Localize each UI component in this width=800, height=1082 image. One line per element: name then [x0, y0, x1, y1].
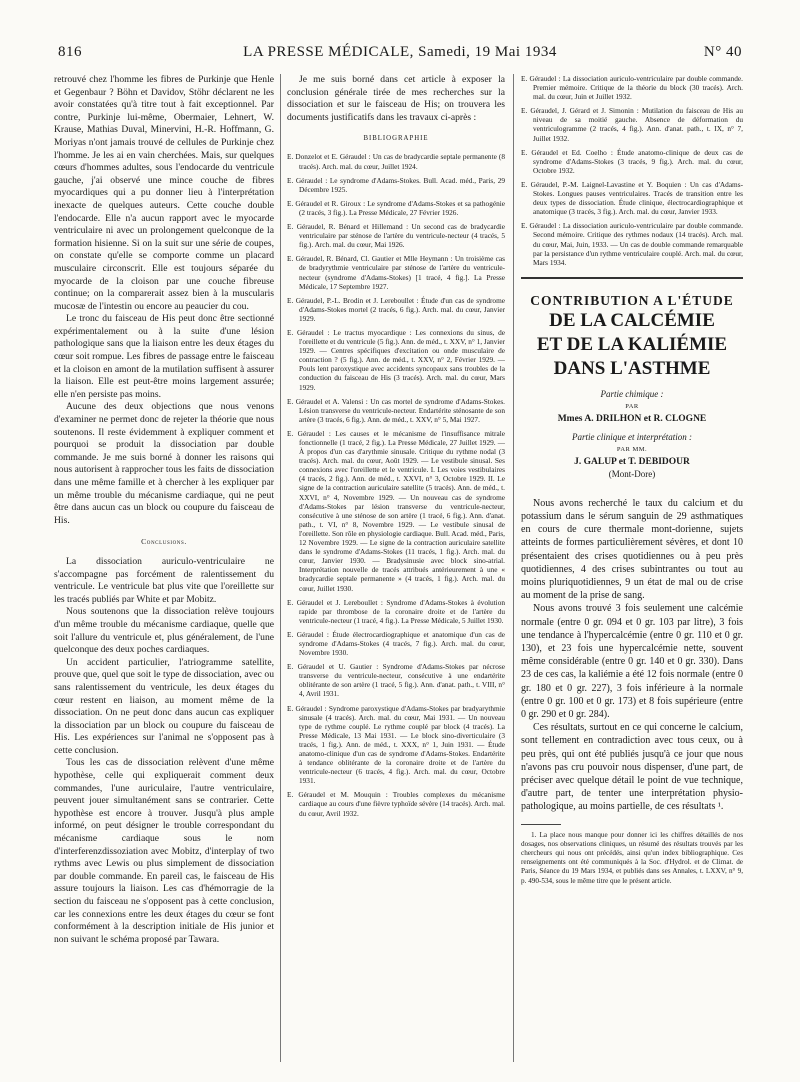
reference: E. Géraudel, R. Bénard, Cl. Gautier et Mlle Heymann : Un troisième cas de bradyrythmie ventriculaire par sténose de l'artère du ventricule-necteur (syndrome d'Adams-Stokes) [1 tracé, 4 fig.]. La Presse Médicale, 17 Septembre 1927. [287, 254, 505, 291]
journal-title: LA PRESSE MÉDICALE, Samedi, 19 Mai 1934 [243, 44, 557, 60]
paragraph: Aucune des deux objections que nous venons d'examiner ne permet donc de rejeter la théorie que nous soutenons. Il reste évidemment à expliquer comment et pourquoi se produit la dissociation par double commande. Je me suis borné à donner les raisons qui nous autorisent à rapprocher tous les faits de dissociation dans une même famille et à chercher à les expliquer par un même trouble du mécanisme cardiaque, qui ne peut être dans aucun cas un block ou coupure du faisceau de His. [54, 401, 274, 526]
paragraph: Nous soutenons que la dissociation relève toujours d'un même trouble du mécanisme cardiaque, quelle que soit l'allure du ventricule et, plus généralement, de l'une quelconque des deux poches cardiaques. [54, 606, 274, 656]
paragraph: Tous les cas de dissociation relèvent d'une même hypothèse, celle qui expliquerait comment deux commandes, l'une auriculaire, l'autre ventriculaire, peuvent jouer simultanément sans se contrarier. Cette hypothèse est encore à trouver. Jusqu'à plus ample informé, on peut désigner le trouble correspondant du mécanisme cardiaque sous le nom d'interferenzdissoziation avec Mobitz, d'interplay of two rythms avec Lewis ou plus simplement de dissociation par double commande. En pareil cas, le faisceau de His assure toujours la liaison. Les cas d'hémorragie de la section du faisceau ne s'opposent pas à cette conclusion, car les connexions entre les deux étages du cœur se font conformément à la description initiale de His junior et non suivant le schéma proposé par Tawara. [54, 757, 274, 945]
reference: E. Donzelot et E. Géraudel : Un cas de bradycardie septale permanente (8 tracés). Arch. mal. du cœur, Juillet 1924. [287, 152, 505, 171]
footnote: 1. La place nous manque pour donner ici les chiffres détaillés de nos dosages, nos observations cliniques, un résumé des résultats trouvés par les chercheurs qui nous ont précédés, ainsi qu'un index bibliographique. Ces renseignements ont été communiqués à la Soc. d'Hydrol. et de Climat. de Paris, Séance du 19 Mars 1934, et publiés dans ses Annales, t. LXXV, n° 9, p. 490-534, sous le même titre que le présent article. [521, 830, 743, 885]
section-rule [521, 277, 743, 279]
section-title: Conclusions. [141, 537, 187, 547]
article-part-label: Partie chimique : [600, 388, 664, 399]
paragraph: Le tronc du faisceau de His peut donc être sectionné expérimentalement ou à la suite d'une lésion pathologique sans que la liaison entre les deux étages du cœur soit rompue. Les fibres de passage entre le faisceau et la cloison en amont de la mutilation suffisent à assurer la liaison. Elle est peut-être moins largement assurée; elle n'en persiste pas moins. [54, 313, 274, 400]
paragraph: Ces résultats, surtout en ce qui concerne le calcium, sont tellement en contradiction avec tous ceux, ou à peu près, qui ont été publiés jusqu'à ce jour que nous n'avons pas cru pouvoir nous dispenser, d'une part, de préciser avec quelque détail le point de vue technique, d'autre part, de tenter une interprétation physio-pathologique, au moins partielle, de ces résultats ¹. [521, 722, 743, 813]
reference: E. Géraudel, J. Gérard et J. Simonin : Mutilation du faisceau de His au niveau de sa moitié gauche. Absence de déformation du ventriculogramme (2 tracés, 4 fig.). Ann. d'anat. path., t. IX, n° 7, Juillet 1932. [521, 106, 743, 143]
footnote-rule [521, 824, 561, 825]
paragraph: retrouvé chez l'homme les fibres de Purkinje que Henle et Gegenbaur ? Böhn et Davidov, Stöhr déclarent ne les avoir constatées qu'à titre tout à fait exceptionnel. Par contre, Purkinje lui-même, Obermaier, Lehnert, W. Krause, Mathias Duval, Minervini, H.-R. Hoffmann, G. Moriyas n'ont jamais trouvé de cellules de Purkinje chez l'homme. Je les ai en vain cherchées. Mais, sur quelques cœurs d'hommes adultes, sous l'endocarde du ventricule gauche, j'ai observé une mince couche de fibres myocardiques qui a pu donner lieu à l'interprétation inexacte de quelques auteurs. Cette couche double l'endocarde. Elle n'a aucun rapport avec le myocarde ventriculaire ni avec un prolongement quelconque de la formation hisienne. Si on la suit sur une série de coupes, on constate qu'elle se comporte comme un placard musculaire circonscrit. Elle est toujours séparée du myocarde de la cloison par une couche fibreuse continue; on la comparerait assez bien à la muscularis mucosæ de l'intestin ou encore au peaucier du cou. [54, 74, 274, 312]
reference: E. Géraudel : Le tractus myocardique : Les connexions du sinus, de l'oreillette et du ventricule (5 fig.). Ann. de méd., t. XXV, n° 1, Janvier 1929. — Centres spécifiques d'excitation ou onde musculaire de contraction ? (5 fig.). Ann. de méd., t. XXV, n° 2, Février 1929. — Pouls lent paroxystique avec accidents syncopaux sans troubles de la conduction du faisceau de His (3 tracés). Arch. mal. du cœur, Mars 1929. [287, 327, 505, 392]
page-header [58, 44, 742, 64]
reference: E. Géraudel, P.-M. Laignel-Lavastine et Y. Boquien : Un cas d'Adams-Stokes. Longues pauses ventriculaires. Tracés de transition entre les deux types de dissociation. Étude clinique, électrocardiographique et anatomique (3 tracés, 3 fig.). Arch. mal. du cœur, Janvier 1933. [521, 179, 743, 217]
reference: E. Géraudel et A. Valensi : Un cas mortel de syndrome d'Adams-Stokes. Lésion transverse du ventricule-necteur. Endartérite sténosante de son artère (3 tracés, 6 fig.). Ann. de méd., t. XXV, n° 5, Mai 1927. [287, 396, 505, 424]
article-authors: J. GALUP et T. DEBIDOUR [574, 456, 690, 467]
reference: E. Géraudel et U. Gautier : Syndrome d'Adams-Stokes par nécrose transverse du ventricule-necteur, consécutive à une endartérite oblitérante de son artère (1 tracé, 5 fig.). Ann. d'anat. path., t. VIII, n° 4, Avril 1931. [287, 662, 505, 699]
reference: E. Géraudel : La dissociation auriculo-ventriculaire par double commande. Premier mémoire. Critique de la théorie du block (30 tracés). Arch. mal. du cœur, Juin et Juillet 1932. [521, 74, 743, 102]
page-number: 816 [58, 44, 82, 60]
article-authors: Mmes A. DRILHON et R. CLOGNE [557, 413, 707, 424]
reference: E. Géraudel, P.-L. Brodin et J. Lereboullet : Étude d'un cas de syndrome d'Adams-Stokes mortel (2 tracés, 6 fig.). Arch. mal. du cœur, Janvier 1929. [287, 295, 505, 323]
column-right [521, 74, 743, 1072]
reference: E. Géraudel et R. Giroux : Le syndrome d'Adams-Stokes et sa pathogénie (2 tracés, 3 fig.). La Presse Médicale, 27 Février 1926. [287, 198, 505, 217]
paragraph: La dissociation auriculo-ventriculaire ne s'accompagne pas forcément de ralentissement du ventricule. Le ventricule bat plus vite que l'oreillette sur les tracés publiés par White et par Mobitz. [54, 555, 274, 605]
reference: E. Géraudel, R. Bénard et Hillemand : Un second cas de bradycardie ventriculaire par sténose de l'artère du ventricule-necteur (4 tracés, 5 fig.). Arch. mal. du cœur, Mai 1926. [287, 222, 505, 250]
paragraph: Un accident particulier, l'atriogramme satellite, prouve que, quel que soit le type de dissociation, avec ou sans ralentissement du ventricule, les deux étages du cœur restent en liaison, au moment même de la dissociation. On ne peut donc dans aucun cas expliquer la dissociation par un block ou coupure du faisceau de His. Les expériences sur l'animal ne s'opposent pas à cette conclusion. [54, 656, 274, 756]
issue-number: N° 40 [703, 44, 742, 60]
reference: E. Géraudel et J. Lereboullet : Syndrome d'Adams-Stokes à évolution rapide par thrombose de la coronaire droite et de l'artère du ventricule-necteur (1 tracé, 4 fig.). La Presse Médicale, 5 Juillet 1930. [287, 597, 505, 625]
article-location: (Mont-Dore) [608, 468, 656, 479]
reference: E. Géraudel : Syndrome paroxystique d'Adams-Stokes par bradyarythmie sinusale (4 tracés). Arch. mal. du cœur, Mai 1931. — Un nouveau type de rythme couplé. Le rythme couplé par block (4 tracés). La Presse Médicale, 13 Mai 1931. — Le block sino-diverticulaire (3 tracés, 1 fig.). Ann. de méd., t. XXX, n° 1, Juin 1931. — Étude anatomo-clinique d'un cas de syndrome d'Adams-Stokes. Endartérite à tendance oblitérante de la coronaire droite et de l'artère du ventricule-necteur (6 tracés, 4 fig.). Arch. mal. du cœur, Octobre 1931. [287, 703, 505, 786]
column-divider [280, 74, 281, 1062]
article-title-line: CONTRIBUTION A L'ÉTUDE [530, 292, 734, 308]
paragraph: Nous avons recherché le taux du calcium et du potassium dans le sérum sanguin de 29 asthmatiques en cours de cure thermale mont-dorienne, sujets atteints de formes particulièrement sévères, et dont 10 présentaient des crises quotidiennes ou à peu près quotidiennes, 4 des crises subintrantes ou tout au moins pluriquotidiennes, 9 un état de mal ou de crise au moment de la prise de sang. [521, 497, 743, 602]
reference: E. Géraudel : La dissociation auriculo-ventriculaire par double commande. Second mémoire. Critique des rythmes nodaux (14 tracés). Arch. mal. du cœur, Mai, Juin, 1933. — Un cas de double commande remarquable par la persistance d'un rythme ventriculaire couplé. Arch. mal. du cœur, Mars 1934. [521, 221, 743, 267]
paragraph: Nous avons trouvé 3 fois seulement une calcémie normale (entre 0 gr. 094 et 0 gr. 103 par litre), 3 fois une tendance à l'hypercalcémie (entre 0 gr. 110 et 0 gr. 130), et 23 fois une hypercalcémie nette, souvent même considérable (entre 0 gr. 140 et 0 gr. 330). Dans 23 de ces cas, la kaliémie a été 12 fois normale (entre 0 gr. 180 et 0 gr. 227), 3 fois inférieure à la normale (entre 0 gr. 100 et 0 gr. 173) et 8 fois supérieure (entre 0 gr. 290 et 0 gr. 284). [521, 603, 743, 721]
reference: E. Géraudel : Le syndrome d'Adams-Stokes. Bull. Acad. méd., Paris, 29 Décembre 1925. [287, 175, 505, 194]
column-divider [513, 74, 514, 1062]
reference: E. Géraudel : Étude électrocardiographique et anatomique d'un cas de syndrome d'Adams-Stokes (4 tracés, 7 fig.). Arch. mal. du cœur, Novembre 1930. [287, 629, 505, 658]
reference: E. Géraudel et M. Mouquin : Troubles complexes du mécanisme cardiaque au cours d'une fièvre typhoïde sévère (14 tracés). Arch. mal. du cœur, Avril 1932. [287, 790, 505, 818]
reference: E. Géraudel : Les causes et le mécanisme de l'insuffisance mitrale fonctionnelle (1 tracé, 2 fig.). La Presse Médicale, 27 Juillet 1929. — À propos d'un cas d'arythmie sinusale. Critique du rythme nodal (3 tracés). Arch. mal. du cœur, Août 1929. — Le vestibule sinusal. Ses connexions avec l'oreillette et le ventricule. I. Les voies vestibulaires (4 tracés, 2 fig.). Ann. de méd., t. XXVI, n° 3, Octobre 1929. II. Le signe de la contraction auriculaire satellite (5 tracés). Ann. de méd., t. XXVI, n° 4, Novembre 1929. — Un nouveau cas de syndrome d'Adams-Stokes par lésion transverse du ventricule-necteur, consécutive à une sténose de son artère (1 tracé, 6 fig.). Ann. d'anat. path., t. VI, n° 8, Novembre 1929. — Le vestibule sinusal de l'oreillette. Son rôle en physiologie cardiaque. Bull. Acad. méd., Paris, 12 Novembre 1929. — Le signe de la contraction auriculaire satellite dans le syndrome d'Adams-Stokes (11 tracés, 1 fig.). Arch. mal. du cœur, Janvier 1930. — Bradysinusie avec block sino-atrial. Interprétation nouvelle de tracés attribués antérieurement à une « bradycardie septale permanente » (4 tracés, 1 fig.). Arch. mal. du cœur, Juillet 1930. [287, 428, 505, 593]
intro-paragraph: Je me suis borné dans cet article à exposer la conclusion générale tirée de mes recherches sur la dissociation et sur le faisceau de His; on trouvera les documents justificatifs dans les travaux ci-après : [287, 74, 505, 123]
article-title-line: DE LA CALCÉMIE [549, 309, 715, 331]
bibliography-title: BIBLIOGRAPHIE [363, 135, 429, 143]
article-part-label: Partie clinique et interprétation : [572, 431, 692, 442]
article-title-line: DANS L'ASTHME [553, 357, 711, 379]
column-left [54, 74, 274, 1072]
byline-par: PAR [625, 402, 639, 410]
byline-par: PAR MM. [616, 445, 648, 453]
reference: E. Géraudel et Ed. Coelho : Étude anatomo-clinique de deux cas de syndrome d'Adams-Stokes (3 tracés, 9 fig.). Arch. mal. du cœur, Octobre 1932. [521, 147, 743, 175]
column-middle [287, 74, 505, 1072]
article-title-line: ET DE LA KALIÉMIE [536, 333, 728, 355]
